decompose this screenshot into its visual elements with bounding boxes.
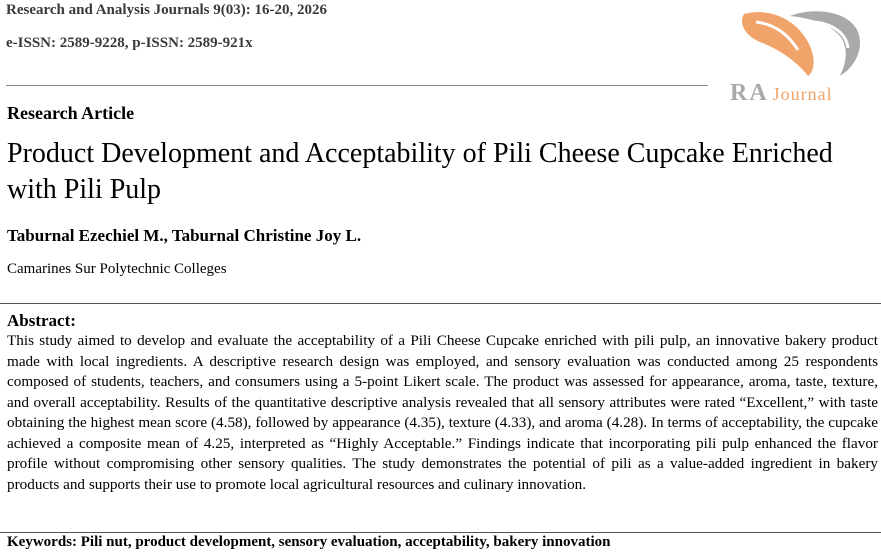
journal-logo-icon [726, 2, 876, 82]
abstract-top-divider [0, 303, 881, 304]
keywords-line: Keywords: Pili nut, product development, sensory evaluation, acceptability, bakery innovation [7, 534, 611, 550]
article-type: Research Article [7, 103, 135, 123]
abstract-heading: Abstract: [7, 311, 76, 330]
affiliation: Camarines Sur Polytechnic Colleges [7, 261, 227, 277]
abstract-text: This study aimed to develop and evaluate the acceptability of a Pili Cheese Cupcake enriched with pili pulp, an innovative bakery product made with local ingredients. A descriptive research design was employed, and sensory evaluation was conducted among 25 respondents composed of students, teachers, and consumers using a 5-point Likert scale. The product was assessed for appearance, aroma, taste, texture, and overall acceptability. Results of the quantitative descriptive analysis revealed that all sensory attributes were rated “Excellent,” with taste obtaining the highest mean score (4.58), followed by appearance (4.35), texture (4.33), and aroma (4.28). In terms of acceptability, the cupcake achieved a composite mean of 4.25, interpreted as “Highly Acceptable.” Findings indicate that incorporating pili pulp enhanced the flavor profile without compromising other sensory qualities. The study demonstrates the potential of pili as a value-added ingredient in bakery products and supports their use to promote local agricultural resources and culinary innovation. [7, 332, 878, 493]
header-divider [6, 85, 708, 86]
journal-logo [726, 2, 876, 104]
logo-wordmark [730, 80, 880, 107]
author-list: Taburnal Ezechiel M., Taburnal Christine Joy L. [7, 226, 362, 245]
journal-citation: Research and Analysis Journals 9(03): 16-20, 2026 [6, 2, 327, 18]
logo-abbr: RA [730, 80, 769, 106]
abstract-bottom-divider [0, 532, 881, 533]
issn-line: e-ISSN: 2589-9228, p-ISSN: 2589-921x [6, 35, 253, 51]
logo-word: Journal [772, 84, 833, 104]
article-title: Product Development and Acceptability of Pili Cheese Cupcake Enriched with Pili Pulp [7, 138, 833, 205]
